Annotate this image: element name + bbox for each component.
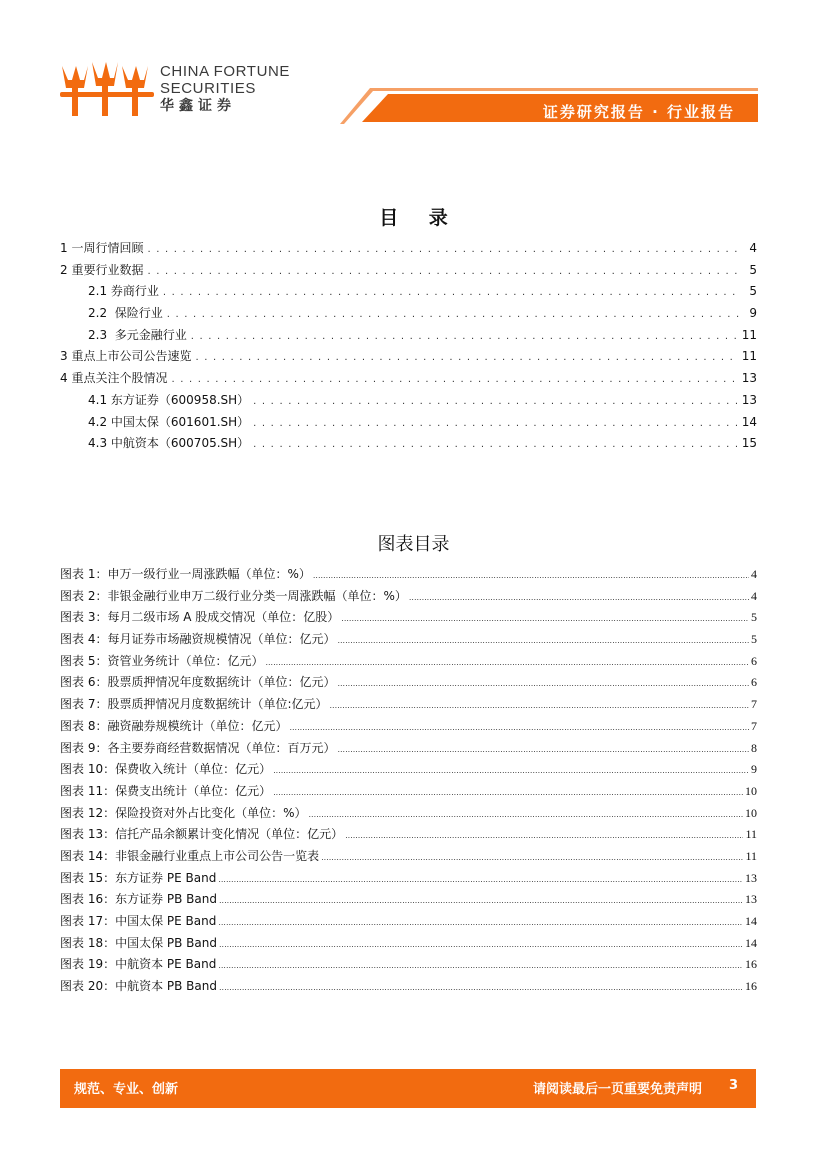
toc-entry[interactable] [60,392,757,414]
figure-leader-dots [219,893,743,909]
figure-leader-dots [341,611,749,627]
figure-entry-page: 5 [751,610,757,625]
figure-entry[interactable] [60,891,757,913]
toc-entry-page: 9 [749,306,757,321]
footer-slogan: 规范、专业、创新 [74,1082,179,1097]
figure-entry-page: 6 [751,653,757,668]
figure-entry-label: 图表 20：中航资本 PB Band [60,979,217,994]
toc-entry[interactable] [60,435,757,457]
figure-entry[interactable] [60,696,757,718]
figure-entry-label: 图表 1：申万一级行业一周涨跌幅（单位：%） [60,567,311,581]
figure-entry-page: 13 [745,870,757,885]
brand-block [160,63,290,115]
figure-entry[interactable] [60,609,757,631]
figure-entry[interactable] [60,848,757,870]
figure-leader-dots [337,676,749,692]
toc-entry-label: 4.3 中航资本（600705.SH） [88,436,250,451]
figure-entry-label: 图表 3：每月二级市场 A 股成交情况（单位：亿股） [60,610,340,625]
figure-entry-page: 10 [745,783,757,798]
figure-entry-page: 14 [745,935,757,950]
figure-entry[interactable] [60,870,757,892]
figure-entry[interactable] [60,761,757,783]
figure-leader-dots [337,633,749,649]
toc-leader-dots [253,394,738,410]
figure-leader-dots [345,828,743,844]
figure-entry[interactable] [60,805,757,827]
figure-leader-dots [330,698,750,714]
figure-leader-dots [218,872,743,888]
figure-entry[interactable] [60,783,757,805]
figure-leader-dots [273,785,743,801]
figure-entry[interactable] [60,631,757,653]
figure-entry-label: 图表 12：保险投资对外占比变化（单位：%） [60,805,307,820]
company-logo-icon [58,58,156,122]
toc-leader-dots [195,350,737,366]
figure-entry-label: 图表 4：每月证券市场融资规模情况（单位：亿元） [60,632,336,647]
toc-leader-dots [163,285,741,301]
toc-entry-label: 2 重要行业数据 [60,262,144,277]
toc-leader-dots [167,307,741,323]
figure-entry-page: 7 [751,718,757,733]
page-number: 3 [728,1078,738,1093]
toc-leader-dots [253,437,738,453]
figure-entry[interactable] [60,740,757,762]
figure-entry-page: 7 [751,697,757,712]
toc-entry-label: 2.2 保险行业 [88,306,163,321]
toc-list [60,240,757,457]
toc-entry[interactable] [60,327,757,349]
figure-entry-label: 图表 14：非银金融行业重点上市公司公告一览表 [60,848,320,863]
figure-entry-label: 图表 15：东方证券 PE Band [60,870,217,885]
toc-entry-page: 13 [741,371,757,386]
figure-entry[interactable] [60,956,757,978]
figure-entry[interactable] [60,913,757,935]
figure-entry-page: 4 [751,588,757,603]
figure-entry-page: 16 [745,957,757,972]
figure-entry-page: 14 [745,914,757,928]
figure-list-title: 图表目录 [377,534,450,555]
figure-entry-label: 图表 17：中国太保 PE Band [60,914,217,928]
toc-entry[interactable] [60,414,757,436]
toc-entry-page: 5 [749,262,757,277]
figure-entry-page: 11 [745,827,757,842]
figure-entry-label: 图表 13：信托产品余额累计变化情况（单位：亿元） [60,827,344,842]
report-type-label: 证券研究报告 · 行业报告 [542,103,735,121]
figure-leader-dots [321,850,743,866]
figure-list [60,566,757,1000]
figure-leader-dots [218,915,743,931]
toc-entry-page: 5 [749,284,757,299]
figure-entry[interactable] [60,826,757,848]
figure-entry-label: 图表 2：非银金融行业申万二级行业分类一周涨跌幅（单位：%） [60,588,407,603]
toc-entry-page: 15 [741,436,757,451]
toc-entry[interactable] [60,262,757,284]
figure-entry-label: 图表 18：中国太保 PB Band [60,935,217,950]
figure-entry-label: 图表 8：融资融券规模统计（单位：亿元） [60,718,288,733]
figure-entry-label: 图表 16：东方证券 PB Band [60,892,217,907]
figure-leader-dots [337,742,749,758]
figure-entry-page: 6 [751,675,757,690]
figure-leader-dots [273,763,749,779]
toc-entry[interactable] [60,348,757,370]
toc-leader-dots [147,242,741,258]
toc-entry-page: 4 [749,241,757,255]
figure-entry-label: 图表 7：股票质押情况月度数据统计（单位:亿元） [60,697,328,712]
figure-entry-label: 图表 11：保费支出统计（单位：亿元） [60,783,272,798]
figure-leader-dots [219,937,743,953]
figure-leader-dots [313,568,749,584]
figure-entry-page: 4 [751,567,757,581]
figure-entry-label: 图表 10：保费收入统计（单位：亿元） [60,762,272,777]
toc-entry-page: 11 [741,349,757,364]
figure-entry[interactable] [60,718,757,740]
footer-bar [60,1069,756,1108]
toc-leader-dots [191,329,738,345]
figure-entry[interactable] [60,653,757,675]
figure-entry[interactable] [60,935,757,957]
toc-entry[interactable] [60,370,757,392]
footer-disclaimer: 请阅读最后一页重要免责声明 [532,1082,702,1097]
figure-leader-dots [309,807,744,823]
toc-leader-dots [147,264,741,280]
figure-entry-page: 8 [751,740,757,755]
figure-leader-dots [289,720,749,736]
figure-entry-page: 16 [745,979,757,994]
toc-entry-label: 4 重点关注个股情况 [60,371,168,386]
figure-entry[interactable] [60,978,757,1000]
figure-leader-dots [218,958,743,974]
toc-entry-label: 4.1 东方证券（600958.SH） [88,392,250,407]
toc-entry-label: 2.1 券商行业 [88,284,159,299]
toc-entry-page: 13 [741,392,757,407]
toc-entry-page: 14 [741,414,757,429]
figure-leader-dots [219,980,743,996]
toc-title: 目 录 [379,207,460,229]
toc-entry-label: 2.3 多元金融行业 [88,327,187,342]
figure-entry[interactable] [60,674,757,696]
toc-entry-page: 11 [741,327,757,342]
figure-entry-label: 图表 6：股票质押情况年度数据统计（单位：亿元） [60,675,336,690]
toc-entry-label: 3 重点上市公司公告速览 [60,349,192,364]
figure-entry[interactable] [60,566,757,588]
figure-entry-page: 5 [751,632,757,647]
toc-leader-dots [253,416,738,432]
figure-entry-label: 图表 19：中航资本 PE Band [60,957,217,972]
toc-entry[interactable] [60,283,757,305]
toc-entry[interactable] [60,240,757,262]
brand-name-en-1: CHINA FORTUNE [160,63,291,80]
figure-entry[interactable] [60,588,757,610]
figure-leader-dots [265,655,749,671]
brand-name-en-2: SECURITIES [160,80,257,97]
toc-entry[interactable] [60,305,757,327]
figure-entry-page: 10 [745,805,757,820]
toc-entry-label: 4.2 中国太保（601601.SH） [88,414,250,429]
figure-leader-dots [409,590,749,606]
toc-leader-dots [171,372,737,388]
figure-entry-page: 9 [751,762,757,777]
toc-entry-label: 1 一周行情回顾 [60,241,144,255]
figure-entry-page: 13 [745,892,757,907]
brand-name-cn: 华鑫证券 [160,98,236,114]
figure-entry-label: 图表 9：各主要券商经营数据情况（单位：百万元） [60,740,336,755]
figure-entry-page: 11 [745,848,757,863]
figure-entry-label: 图表 5：资管业务统计（单位：亿元） [60,653,264,668]
